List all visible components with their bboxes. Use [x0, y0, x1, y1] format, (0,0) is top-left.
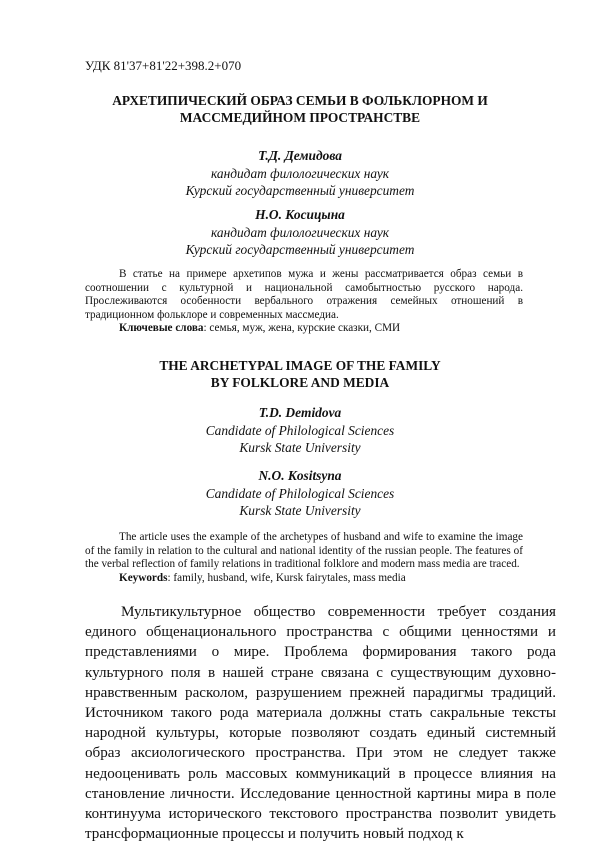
author-name: Н.О. Косицына	[255, 207, 345, 222]
english-author-1	[80, 404, 520, 457]
author-degree: Candidate of Philological Sciences	[205, 422, 395, 438]
russian-keywords-label: Ключевые слова	[119, 322, 204, 335]
main-body	[85, 602, 556, 844]
author-name: N.O. Kositsyna	[258, 468, 342, 483]
author-degree: Candidate of Philological Sciences	[205, 485, 395, 501]
russian-title	[80, 92, 520, 126]
author-affiliation: Kursk State University	[239, 503, 361, 518]
author-affiliation: Курский государственный университет	[185, 242, 415, 257]
author-degree: кандидат филологических наук	[210, 224, 390, 240]
russian-title-line-1: АРХЕТИПИЧЕСКИЙ ОБРАЗ СЕМЬИ В ФОЛЬКЛОРНОМ И	[112, 93, 488, 108]
author-name: T.D. Demidova	[258, 405, 342, 420]
english-title	[80, 357, 520, 391]
english-keywords	[85, 572, 523, 586]
russian-title-line-2: МАССМЕДИЙНОМ ПРОСТРАНСТВЕ	[179, 110, 421, 125]
author-degree: кандидат филологических наук	[210, 165, 390, 181]
author-name: Т.Д. Демидова	[258, 148, 342, 163]
english-title-line-2: BY FOLKLORE AND MEDIA	[210, 375, 390, 390]
author-affiliation: Kursk State University	[239, 440, 361, 455]
russian-abstract	[85, 268, 523, 336]
english-title-line-1: THE ARCHETYPAL IMAGE OF THE FAMILY	[159, 358, 441, 373]
english-abstract-text: The article uses the example of the archetypes of husband and wife to examine the image of the family in relation to the cultural and national identity of the russian people. The features of the verbal reflection of family relations in traditional folklore and modern mass media are traced.	[85, 531, 523, 571]
body-paragraph-1: Мультикультурное общество современности требует создания единого общенационального пространства с общими ценностями и представлениями о мире. Проблема формирования такого рода культурного поля в нашей стране связана с существующим духовно-нравственным расколом, разрушением прежней парадигмы традиций. Источником такого рода материала должны стать сакральные тексты народной культуры, которые позволяют создать единый системный образ аксиологического пространства. При этом не следует также недооценивать роль массовых коммуникаций в процессе влияния на становление личности. Исследование ценностной картины мира в поле континуума исторического текстового пространства позволит увидеть трансформационные процессы и получить новый подход к	[85, 604, 556, 843]
russian-abstract-text: В статье на примере архетипов мужа и жены рассматривается образ семьи в соотношении с культурной и национальной самобытностью русского народа. Прослеживаются особенности вербального отражения семейных отношений в традиционном фольклоре и современных массмедиа.	[85, 268, 523, 321]
russian-keywords-list: : семья, муж, жена, курские сказки, СМИ	[203, 322, 401, 335]
udc-code: УДК 81'37+81'22+398.2+070	[85, 58, 242, 73]
english-author-2	[80, 467, 520, 520]
russian-author-1	[80, 147, 520, 200]
russian-keywords	[85, 322, 523, 336]
english-abstract	[85, 531, 523, 585]
author-affiliation: Курский государственный университет	[185, 183, 415, 198]
english-keywords-label: Keywords	[119, 571, 168, 584]
russian-author-2	[80, 206, 520, 259]
english-keywords-list: : family, husband, wife, Kursk fairytales, mass media	[167, 571, 406, 584]
